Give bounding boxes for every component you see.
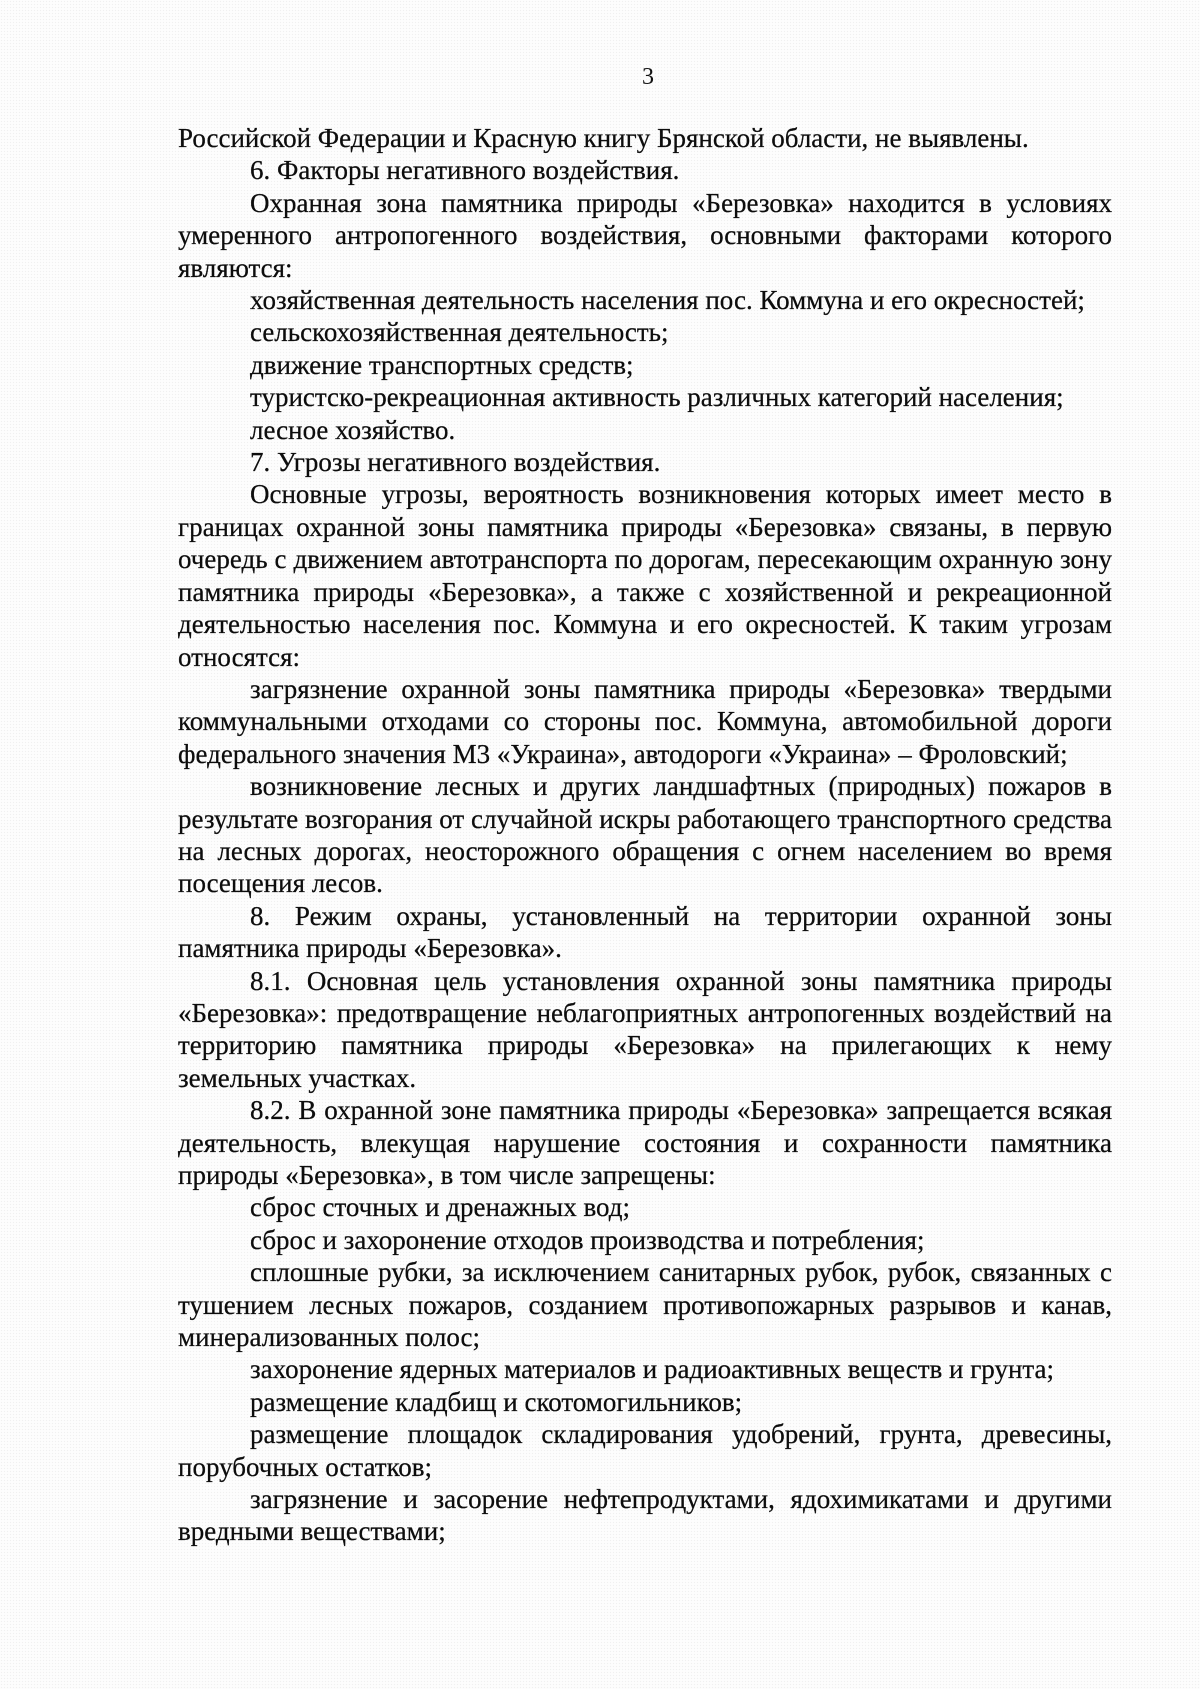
list-item: загрязнение и засорение нефтепродуктами, ядохимикатами и другими вредными веществами; [178, 1484, 1112, 1547]
list-item: сброс и захоронение отходов производства и потребления; [250, 1224, 925, 1255]
list-item: захоронение ядерных материалов и радиоактивных веществ и грунта; [250, 1354, 1055, 1385]
list-item: сельскохозяйственная деятельность; [250, 317, 669, 348]
section-heading-7: 7. Угрозы негативного воздействия. [250, 447, 661, 478]
list-item: хозяйственная деятельность населения пос. Коммуна и его окресностей; [250, 285, 1085, 316]
paragraph: 8.1. Основная цель установления охранной зоны памятника природы «Березовка»: предотвращение неблагоприятных антропогенных воздействий на территорию памятника природы «Березовка» на прилегающих к нему земельных участках. [178, 965, 1112, 1093]
section-heading-8: 8. Режим охраны, установленный на территории охранной зоны памятника природы «Березовка». [178, 900, 1112, 964]
paragraph: Охранная зона памятника природы «Березовка» находится в условиях умеренного антропогенного воздействия, основными факторами которого являются: [178, 187, 1112, 283]
paragraph: 8.2. В охранной зоне памятника природы «Березовка» запрещается всякая деятельность, влекущая нарушение состояния и сохранности памятника природы «Березовка», в том числе запрещены: [178, 1095, 1112, 1190]
list-item: туристско-рекреационная активность различных категорий населения; [250, 382, 1064, 413]
list-item: движение транспортных средств; [250, 349, 634, 380]
list-item: загрязнение охранной зоны памятника природы «Березовка» твердыми коммунальными отходами со стороны пос. Коммуна, автомобильной дороги федерального значения М3 «Украина», автодороги «Украина» – Фроловский; [178, 673, 1112, 769]
paragraph: Основные угрозы, вероятность возникновения которых имеет место в границах охранной зоны памятника природы «Березовка» связаны, в первую очередь с движением автотранспорта по дорогам, пересекающим охранную зону памятника природы «Березовка», а также с хозяйственной и рекреационной деятельностью населения пос. Коммуна и его окресностей. К таким угрозам относятся: [178, 479, 1112, 672]
section-heading-6: 6. Факторы негативного воздействия. [250, 155, 680, 186]
list-item: размещение кладбищ и скотомогильников; [250, 1386, 743, 1417]
list-item: размещение площадок складирования удобрений, грунта, древесины, порубочных остатков; [178, 1419, 1112, 1482]
list-item: сплошные рубки, за исключением санитарных рубок, рубок, связанных с тушением лесных пожаров, созданием противопожарных разрывов и канав, минерализованных полос; [178, 1257, 1112, 1353]
list-item: лесное хозяйство. [250, 414, 456, 445]
page-number: 3 [642, 64, 654, 90]
list-item: возникновение лесных и других ландшафтных (природных) пожаров в результате возгорания от случайной искры работающего транспортного средства на лесных дорогах, неосторожного обращения с огнем населением во время посещения лесов. [178, 771, 1112, 899]
paragraph-continuation: Российской Федерации и Красную книгу Брянской области, не выявлены. [178, 123, 1029, 153]
list-item: сброс сточных и дренажных вод; [250, 1192, 630, 1223]
document-body [178, 122, 1112, 1548]
